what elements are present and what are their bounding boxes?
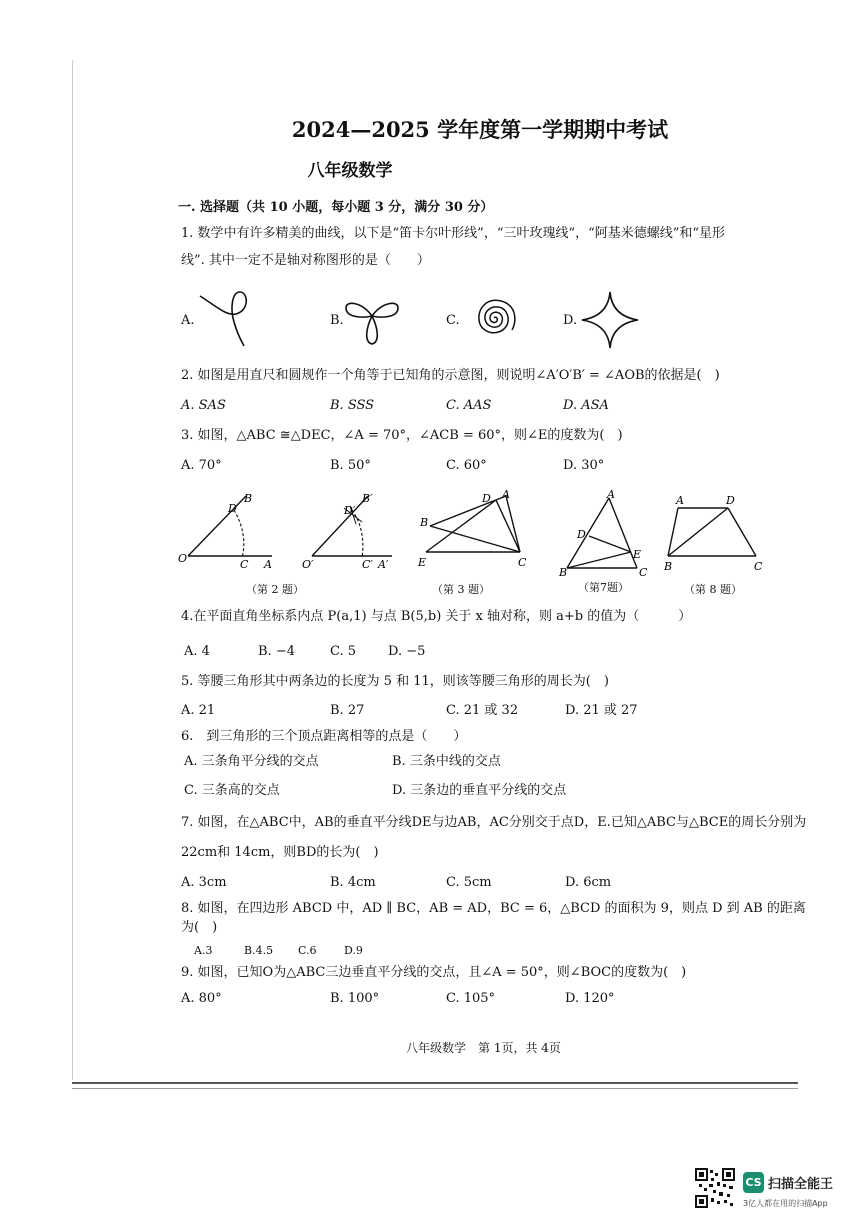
fig8-caption: （第 8 题）	[684, 583, 742, 596]
fig2-label-d: D	[228, 502, 237, 515]
folium-curve-figure	[198, 288, 258, 350]
q4-stem: 4.在平面直角坐标系内点 P(a,1) 与点 B(5,b) 关于 x 轴对称，则 a+b 的值为（ ）	[181, 609, 692, 624]
fig8-label-c: C	[754, 560, 763, 573]
fig3-caption: （第 3 题）	[432, 583, 490, 596]
q9-option-d: D. 120°	[565, 991, 615, 1006]
q1-stem-line1: 1. 数学中有许多精美的曲线，以下是“笛卡尔叶形线”，“三叶玫瑰线”，“阿基米德螺线”和“星形	[181, 226, 726, 241]
q3-option-d: D. 30°	[563, 458, 605, 473]
q8-option-d: D.9	[344, 944, 363, 957]
fig2-caption: （第 2 题）	[246, 583, 304, 596]
fig2-label-a: A	[264, 558, 272, 571]
qr-code-icon	[695, 1168, 735, 1208]
q1-option-b: B.	[330, 313, 344, 328]
q4-option-c: C. 5	[330, 644, 357, 659]
figure-q8	[660, 492, 770, 572]
fig7-caption: （第7题）	[578, 581, 629, 594]
q7-option-c: C. 5cm	[446, 875, 492, 890]
q3-option-a: A. 70°	[181, 458, 222, 473]
fig7-label-b: B	[559, 566, 568, 579]
q2-option-a: A. SAS	[181, 398, 226, 413]
q4-option-d: D. −5	[388, 644, 426, 659]
q9-option-b: B. 100°	[330, 991, 380, 1006]
fig7-label-e: E	[633, 548, 642, 561]
fig3-label-b: B	[420, 516, 429, 529]
q2-option-c: C. AAS	[446, 398, 492, 413]
fig2-label-o: O	[178, 552, 188, 565]
q2-option-d: D. ASA	[563, 398, 609, 413]
q7-stem-line1: 7. 如图，在△ABC中，AB的垂直平分线DE与边AB，AC分别交于点D，E.已知△ABC与△BCE的周长分别为	[181, 815, 807, 830]
fig7-label-d: D	[577, 528, 586, 541]
q6-option-d: D. 三条边的垂直平分线的交点	[392, 783, 567, 798]
watermark-app-name: 扫描全能王	[768, 1177, 834, 1192]
q8-stem-line2: 为( )	[181, 920, 218, 935]
fig2b-label-o: O′	[302, 558, 314, 571]
q7-option-b: B. 4cm	[330, 875, 376, 890]
q9-option-a: A. 80°	[181, 991, 222, 1006]
figure-q3	[416, 486, 536, 576]
q3-option-c: C. 60°	[446, 458, 487, 473]
exam-subtitle: 八年级数学	[307, 161, 393, 181]
fig2b-label-c: C′	[362, 558, 373, 571]
fig2-label-b: B	[244, 492, 253, 505]
section-heading: 一. 选择题（共 10 小题，每小题 3 分，满分 30 分）	[178, 200, 494, 215]
three-leaf-rose-figure	[342, 290, 402, 348]
q5-stem: 5. 等腰三角形其中两条边的长度为 5 和 11，则该等腰三角形的周长为( )	[181, 674, 609, 689]
fig7-label-a: A	[607, 488, 615, 501]
fig8-label-d: D	[726, 494, 735, 507]
q6-option-c: C. 三条高的交点	[184, 783, 280, 798]
q1-option-a: A.	[181, 313, 195, 328]
q2-stem: 2. 如图是用直尺和圆规作一个角等于已知角的示意图，则说明∠A′O′B′ = ∠AOB的依据是( )	[181, 368, 720, 383]
figure-q2-left	[176, 490, 276, 570]
fig2b-label-a: A′	[378, 558, 389, 571]
fig3-label-c: C	[518, 556, 527, 569]
q9-option-c: C. 105°	[446, 991, 496, 1006]
q2-option-b: B. SSS	[330, 398, 375, 413]
q8-stem-line1: 8. 如图，在四边形 ABCD 中，AD ∥ BC，AB = AD，BC = 6，△BCD 的面积为 9，则点 D 到 AB 的距离	[181, 901, 806, 916]
fig8-label-a: A	[676, 494, 684, 507]
fig3-label-a: A	[502, 488, 510, 501]
q8-option-a: A.3	[194, 944, 213, 957]
q5-option-c: C. 21 或 32	[446, 703, 519, 718]
q7-stem-line2: 22cm和 14cm，则BD的长为( )	[181, 845, 379, 860]
q6-option-b: B. 三条中线的交点	[392, 754, 501, 769]
scan-bottom-edge	[72, 1082, 798, 1084]
camscanner-logo-icon: CS	[743, 1172, 764, 1193]
figure-q2-right	[300, 490, 400, 570]
figure-q7	[555, 488, 655, 578]
astroid-curve-figure	[580, 290, 640, 350]
archimedean-spiral-figure	[466, 290, 522, 346]
q4-option-b: B. −4	[258, 644, 295, 659]
q6-stem: 6. 到三角形的三个顶点距离相等的点是（ ）	[181, 729, 467, 744]
q7-option-d: D. 6cm	[565, 875, 612, 890]
q1-option-c: C.	[446, 313, 460, 328]
q6-option-a: A. 三条角平分线的交点	[184, 754, 319, 769]
scan-bottom-edge-shadow	[72, 1088, 798, 1089]
q3-stem: 3. 如图，△ABC ≅△DEC，∠A = 70°，∠ACB = 60°，则∠E的度数为( )	[181, 428, 623, 443]
exam-title: 2024—2025 学年度第一学期期中考试	[291, 117, 669, 142]
fig2b-label-b: B′	[362, 492, 373, 505]
fig2b-label-d: D′	[344, 504, 356, 517]
fig3-label-d: D	[482, 492, 491, 505]
q7-option-a: A. 3cm	[181, 875, 227, 890]
q1-option-d: D.	[563, 313, 578, 328]
q3-option-b: B. 50°	[330, 458, 371, 473]
fig7-label-c: C	[639, 566, 648, 579]
fig8-label-b: B	[664, 560, 673, 573]
q5-option-d: D. 21 或 27	[565, 703, 638, 718]
q5-option-a: A. 21	[181, 703, 216, 718]
fig2-label-c: C	[240, 558, 249, 571]
q8-option-c: C.6	[298, 944, 317, 957]
q4-option-a: A. 4	[184, 644, 210, 659]
watermark-tagline: 3亿人都在用的扫描App	[743, 1199, 828, 1208]
page-footer: 八年级数学 第 1页，共 4页	[406, 1041, 561, 1055]
q9-stem: 9. 如图，已知O为△ABC三边垂直平分线的交点，且∠A = 50°，则∠BOC的度数为( )	[181, 965, 687, 980]
q5-option-b: B. 27	[330, 703, 365, 718]
scan-edge-mark	[72, 60, 73, 1080]
fig3-label-e: E	[418, 556, 427, 569]
q1-stem-line2: 线”. 其中一定不是轴对称图形的是（ ）	[181, 253, 430, 268]
q8-option-b: B.4.5	[244, 944, 274, 957]
